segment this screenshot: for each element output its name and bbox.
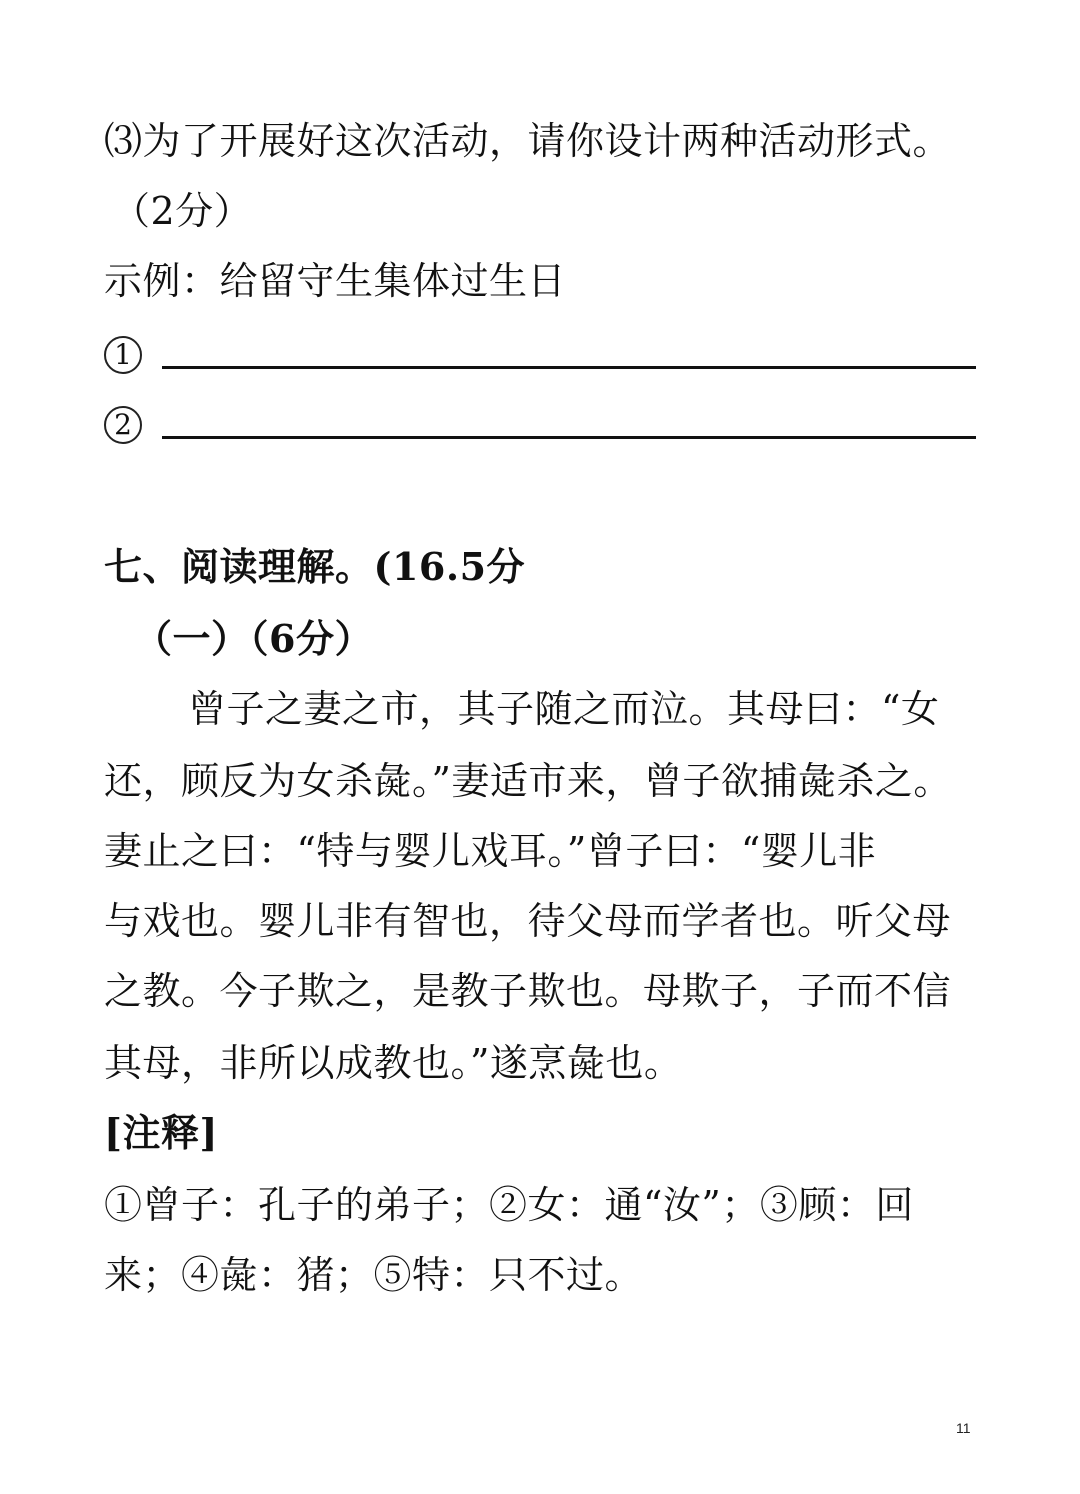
circled-number-1: 1 [104,336,142,374]
circled-number-2: 2 [104,406,142,444]
answer-row-2 [104,406,976,460]
question-prompt: ⑶为了开展好这次活动，请你设计两种活动形式。 [104,119,952,163]
passage-line-3: 妻止之曰：“特与婴儿戏耳。”曾子曰：“婴儿非 [104,829,877,873]
notes-line-1: ①曾子：孔子的弟子；②女：通“汝”；③顾：回 [104,1183,914,1227]
passage-line-4: 与戏也。婴儿非有智也，待父母而学者也。听父母 [104,899,952,943]
section-heading: 七、阅读理解。(16.5分 [104,544,526,589]
passage-line-5: 之教。今子欺之，是教子欺也。母欺子，子而不信 [104,969,952,1013]
notes-heading: [注释] [104,1110,218,1155]
passage-line-1: 曾子之妻之市，其子随之而泣。其母曰：“女 [188,687,940,731]
passage-line-2: 还，顾反为女杀彘。”妻适市来，曾子欲捕彘杀之。 [104,759,952,803]
answer-line-2[interactable] [162,436,976,439]
passage-line-6: 其母，非所以成教也。”遂烹彘也。 [104,1041,683,1085]
answer-line-1[interactable] [162,366,976,369]
page-number: 11 [956,1420,971,1436]
answer-row-1 [104,336,976,390]
example-text: 示例：给留守生集体过生日 [104,259,567,303]
question-score: （2分） [112,189,253,233]
section-subheading: （一）（6分） [134,616,373,661]
notes-line-2: 来；④彘：猪；⑤特：只不过。 [104,1253,644,1297]
